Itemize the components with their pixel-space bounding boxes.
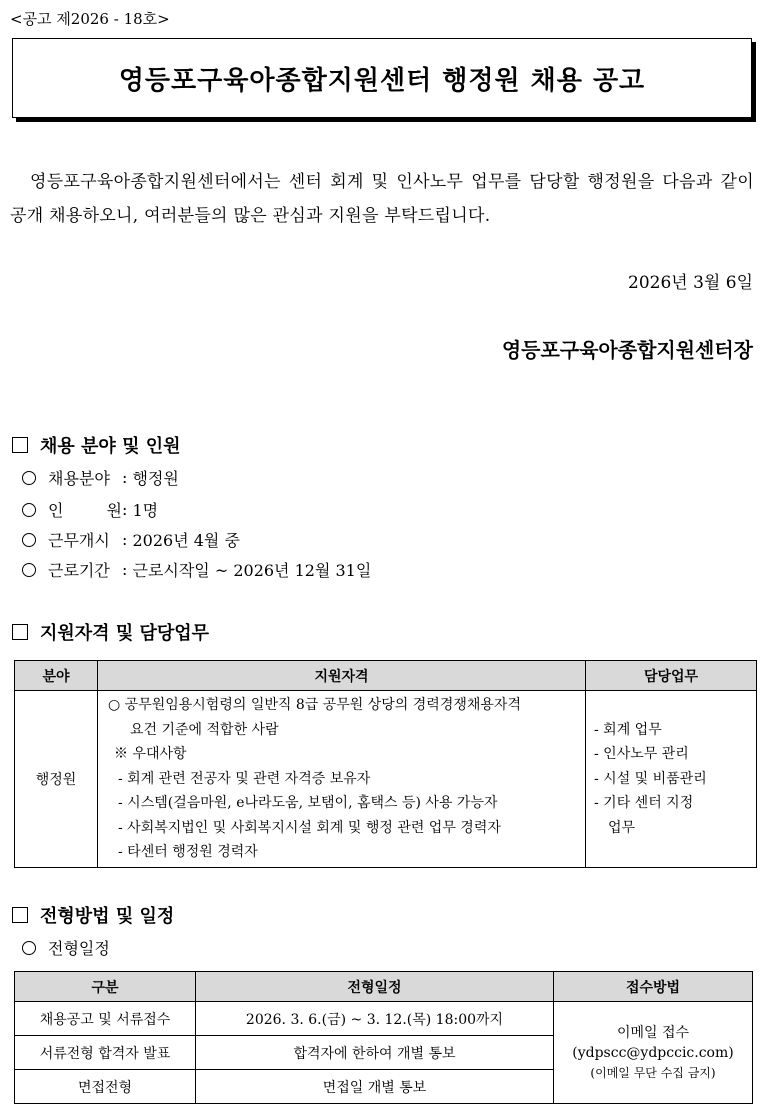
list-item: 인 원 : 1명 bbox=[22, 498, 158, 521]
qualification-line: 요건 기준에 적합한 사람 bbox=[130, 721, 279, 738]
duty-line: - 기타 센터 지정 bbox=[594, 795, 694, 811]
table-row bbox=[15, 1002, 753, 1036]
table-header: 담당업무 bbox=[586, 661, 757, 691]
section-heading-text: 지원자격 및 담당업무 bbox=[40, 623, 210, 644]
item-value: 2026년 4월 중 bbox=[132, 531, 240, 550]
table-header: 전형일정 bbox=[196, 972, 554, 1002]
qualification-table bbox=[14, 660, 757, 868]
list-item: 근로기간 : 근로시작일 ~ 2026년 12월 31일 bbox=[22, 558, 371, 581]
stage-cell: 면접전형 bbox=[15, 1070, 196, 1104]
duty-line: 업무 bbox=[608, 819, 636, 836]
list-item bbox=[22, 936, 110, 959]
list-item: 근무개시 : 2026년 4월 중 bbox=[22, 528, 240, 551]
item-value: 1명 bbox=[132, 501, 159, 520]
section-heading-recruitment bbox=[12, 432, 181, 458]
qualification-cell bbox=[98, 691, 586, 868]
schedule-table bbox=[14, 971, 753, 1104]
duty-line: - 인사노무 관리 bbox=[594, 746, 689, 762]
list-item: 채용분야 : 행정원 bbox=[22, 466, 179, 489]
schedule-cell: 면접일 개별 통보 bbox=[196, 1070, 554, 1104]
circle-bullet-icon bbox=[22, 941, 36, 955]
schedule-cell: 2026. 3. 6.(금) ~ 3. 12.(목) 18:00까지 bbox=[196, 1002, 554, 1036]
circle-bullet-icon bbox=[22, 503, 36, 517]
table-header: 접수방법 bbox=[554, 972, 753, 1002]
item-label: 근무개시 bbox=[48, 531, 110, 550]
field-cell: 행정원 bbox=[15, 691, 98, 868]
square-bullet-icon bbox=[12, 624, 28, 640]
qualification-line: ○ 공무원임용시험령의 일반직 8급 공무원 상당의 경력경쟁채용자격 bbox=[108, 697, 521, 713]
qualification-line: - 사회복지법인 및 사회복지시설 회계 및 행정 관련 업무 경력자 bbox=[118, 819, 501, 836]
table-header: 분야 bbox=[15, 661, 98, 691]
table-header: 구분 bbox=[15, 972, 196, 1002]
organization-head: 영등포구육아종합지원센터장 bbox=[501, 338, 753, 362]
stage-cell: 서류전형 합격자 발표 bbox=[15, 1036, 196, 1070]
duty-line: - 회계 업무 bbox=[594, 721, 662, 738]
qualification-line: - 회계 관련 전공자 및 관련 자격증 보유자 bbox=[118, 770, 371, 787]
notice-date: 2026년 3월 6일 bbox=[628, 273, 753, 293]
item-label: 인 원 bbox=[48, 501, 122, 520]
circle-bullet-icon bbox=[22, 533, 36, 547]
section-heading-text: 채용 분야 및 인원 bbox=[40, 436, 181, 457]
qualification-line: - 시스템(걸음마원, e나라도움, 보탬이, 홈택스 등) 사용 가능자 bbox=[118, 795, 498, 811]
qualification-line: - 타센터 행정원 경력자 bbox=[118, 844, 258, 860]
stage-cell: 채용공고 및 서류접수 bbox=[15, 1002, 196, 1036]
method-note: (이메일 무단 수집 금지) bbox=[590, 1065, 716, 1080]
circle-bullet-icon bbox=[22, 563, 36, 577]
section-heading-schedule bbox=[12, 902, 174, 928]
method-cell bbox=[554, 1002, 753, 1104]
schedule-cell: 합격자에 한하여 개별 통보 bbox=[196, 1036, 554, 1070]
item-label: 근로기간 bbox=[48, 561, 110, 580]
duty-cell bbox=[586, 691, 757, 868]
email-address: (ydpscc@ydpccic.com) bbox=[572, 1044, 734, 1061]
table-header: 지원자격 bbox=[98, 661, 586, 691]
qualification-line: ※ 우대사항 bbox=[114, 746, 187, 762]
item-value: 근로시작일 ~ 2026년 12월 31일 bbox=[132, 561, 372, 580]
item-label: 채용분야 bbox=[48, 469, 110, 488]
table-row bbox=[15, 691, 757, 868]
section-heading-qualification bbox=[12, 619, 209, 645]
subheading-schedule: 전형일정 bbox=[48, 939, 110, 958]
circle-bullet-icon bbox=[22, 471, 36, 485]
item-value: 행정원 bbox=[132, 469, 179, 488]
section-heading-text: 전형방법 및 일정 bbox=[40, 906, 175, 927]
square-bullet-icon bbox=[12, 437, 28, 453]
method-line: 이메일 접수 bbox=[616, 1024, 690, 1041]
square-bullet-icon bbox=[12, 907, 28, 923]
duty-line: - 시설 및 비품관리 bbox=[594, 770, 707, 787]
title-box bbox=[12, 38, 752, 118]
page-title: 영등포구육아종합지원센터 행정원 채용 공고 bbox=[118, 65, 646, 96]
intro-paragraph: 영등포구육아종합지원센터에서는 센터 회계 및 인사노무 업무를 담당할 행정원을 다음과 같이 공개 채용하오니, 여러분들의 많은 관심과 지원을 부탁드립니다. bbox=[10, 172, 754, 226]
notice-number: <공고 제2026 - 18호> bbox=[10, 10, 170, 28]
